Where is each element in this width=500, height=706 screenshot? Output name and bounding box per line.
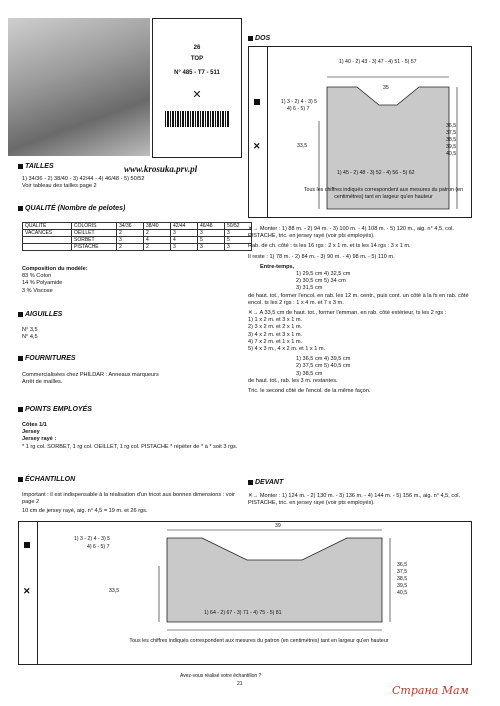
table-cell: 3	[171, 230, 198, 237]
dos-right-height: 37,5	[446, 130, 457, 136]
pattern-number: 26	[193, 45, 201, 51]
stitch-line: * 1 rg col. SORBET, 1 rg col. OEILLET, 1 rg col. PISTACHE * répéter de * à * soit 3 rgs.	[22, 443, 238, 450]
dos-step: Entre-temps,	[260, 263, 295, 270]
table-header-cell: COLORIS	[72, 223, 117, 230]
devant-caption: Tous les chiffres indiqués correspondent aux mesures du patron (en centimètres) tant en largeur qu'en hauteur	[129, 638, 389, 644]
table-cell: 3	[225, 244, 252, 251]
table-cell: 2	[117, 230, 144, 237]
section-devant	[248, 479, 283, 486]
footer-question: Avez-vous réalisé votre échantillon ?	[180, 673, 262, 679]
stitch-line: Côtes 1/1	[22, 422, 47, 428]
composition-line: 83 % Coton	[22, 273, 52, 280]
dos-step: Il reste : 1) 78 m. - 2) 84 m. - 3) 90 m. - 4) 98 m. - 5) 110 m.	[248, 253, 395, 260]
table-cell	[23, 244, 72, 251]
table-cell: 2	[144, 244, 171, 251]
site-logo	[392, 684, 469, 697]
pattern-type: TOP	[190, 56, 204, 62]
table-cell: 2	[144, 230, 171, 237]
devant-left-height: 33,5	[109, 588, 120, 594]
section-qualite-title: QUALITÉ (Nombre de pelotes)	[25, 205, 126, 212]
dos-step: 2) 30,5 cm 5) 34 cm	[296, 278, 346, 285]
supplies-line: Commercialisées chez PHILDAR : Anneaux marqueurs	[22, 372, 159, 378]
table-cell: 5	[225, 237, 252, 244]
stitch-line: Jersey	[22, 429, 40, 436]
dos-step: ✕→ Monter : 1) 88 m. - 2) 94 m. - 3) 100 m. - 4) 108 m. - 5) 120 m., aig. n° 4,5, col. PISTACHE, tric. en jersey rayé (voir pts employés).	[248, 226, 454, 240]
table-cell: 5	[198, 237, 225, 244]
table-cell: 3	[198, 230, 225, 237]
page-number: 21	[237, 681, 243, 687]
row-marker-icon	[24, 542, 30, 548]
devant-right-height: 36,5	[397, 562, 408, 568]
devant-right-height: 40,5	[397, 590, 408, 596]
dos-step: 1) 29,5 cm 4) 32,5 cm	[296, 271, 351, 278]
dos-left-bottom: 4) 6 - 5) 7	[287, 106, 310, 112]
section-tailles	[18, 163, 54, 170]
logo-text: Страна Мам	[392, 684, 469, 697]
table-cell: 3	[225, 230, 252, 237]
dos-right-height: 38,5	[446, 137, 457, 143]
section-aiguilles	[18, 311, 62, 318]
table-header-cell: 42/44	[171, 223, 198, 230]
needle-size: N° 4,5	[22, 334, 38, 341]
table-cell	[23, 237, 72, 244]
supplies-line: Arrêt de mailles.	[22, 379, 63, 386]
needle-size: N° 3,5	[22, 327, 38, 333]
table-header-cell: 46/48	[198, 223, 225, 230]
model-photo	[8, 18, 150, 156]
section-aiguilles-title: AIGUILLES	[25, 311, 63, 318]
section-points	[18, 406, 92, 413]
composition-line: 14 % Polyamide	[22, 280, 63, 287]
gauge-line: Important : il est indispensable à la réalisation d'un tricot aux bonnes dimensions : voir page 2	[22, 492, 235, 506]
devant-step: ✕→ Monter : 1) 124 m. - 2) 130 m. - 3) 136 m. - 4) 144 m. - 5) 156 m., aig. n° 4,5, col. PISTACHE, tric. en jersey rayé (voir pts employés).	[248, 493, 461, 507]
dos-right-height: 39,5	[446, 144, 457, 150]
devant-right-height: 38,5	[397, 576, 408, 582]
section-qualite	[18, 205, 125, 212]
table-row	[23, 230, 252, 237]
devant-diagram-frame	[18, 521, 472, 665]
section-fournitures-title: FOURNITURES	[25, 355, 76, 362]
dos-diagram-frame	[248, 46, 472, 218]
section-devant-title: DEVANT	[255, 479, 284, 486]
dos-step: 1) 36,5 cm 4) 39,5 cm	[296, 356, 351, 363]
cross-icon: ✕	[23, 586, 31, 596]
dos-right-height: 40,5	[446, 151, 457, 157]
devant-width-top: 39	[275, 523, 281, 529]
dos-step: 3) 31,5 cm	[296, 285, 323, 292]
pattern-code: N° 485 - T7 - 511	[174, 70, 220, 76]
table-row	[23, 237, 252, 244]
dos-step: 4) 7 x 2 m. et 1 x 1 m.	[248, 338, 303, 345]
devant-right-height: 39,5	[397, 583, 408, 589]
row-marker-icon	[254, 99, 260, 105]
dos-step: ✕→ A 33,5 cm de haut. tot., former l'emman. en rab. côté extérieur, ts les 2 rgs :	[248, 310, 447, 317]
table-cell: 3	[117, 237, 144, 244]
dos-caption: Tous les chiffres indiqués correspondent aux mesures du patron (en centimètres) tant en largeur qu'en hauteur	[303, 187, 464, 200]
dos-step: 2) 3 x 2 m. et 2 x 1 m.	[248, 324, 303, 331]
section-dos-title: DOS	[255, 35, 271, 42]
table-cell: 4	[171, 237, 198, 244]
table-header-cell: 34/36	[117, 223, 144, 230]
dos-step: 3) 38,5 cm	[296, 370, 323, 377]
barcode	[165, 111, 229, 127]
devant-left-bottom: 4) 6 - 5) 7	[87, 544, 110, 550]
dos-top-measure: 1) 40 - 2) 43 - 3) 47 - 4) 51 - 5) 57	[339, 59, 417, 65]
cross-icon: ✕	[253, 141, 261, 151]
table-header-row	[23, 223, 252, 230]
devant-bottom-measure: 1) 64 - 2) 67 - 3) 71 - 4) 75 - 5) 81	[204, 610, 282, 616]
watermark-url: www.krosuka.prv.pl	[124, 164, 198, 174]
table-header-cell: QUALITÉ	[23, 223, 72, 230]
stitch-line: Jersey rayé :	[22, 436, 57, 443]
dos-step: 2) 37,5 cm 5) 40,5 cm	[296, 363, 351, 370]
section-tailles-title: TAILLES	[25, 163, 54, 170]
dos-step: 1) 1 x 2 m. et 3 x 1 m.	[248, 317, 303, 324]
quality-table	[22, 222, 252, 251]
dos-step: 3) 4 x 2 m. et 3 x 1 m.	[248, 331, 303, 338]
dos-bottom-measure: 1) 45 - 2) 48 - 3) 52 - 4) 56 - 5) 62	[337, 170, 415, 176]
devant-left-top: 1) 3 - 2) 4 - 3) 5	[74, 536, 111, 542]
table-header-cell: 38/40	[144, 223, 171, 230]
dos-left-top: 1) 3 - 2) 4 - 3) 5	[281, 99, 318, 105]
section-points-title: POINTS EMPLOYÉS	[25, 406, 92, 413]
composition-title: Composition du modèle:	[22, 266, 88, 272]
sizes-line: 1) 34/36 - 2) 38/40 - 3) 42/44 - 4) 46/48 - 5) 50/52	[22, 176, 145, 182]
table-row	[23, 244, 252, 251]
devant-right-height: 37,5	[397, 569, 408, 575]
section-dos	[248, 35, 270, 42]
dos-step: 5) 4 x 3 m., 4 x 2 m. et 1 x 1 m.	[248, 346, 326, 353]
pattern-id-box	[152, 18, 242, 158]
dos-step: Tric. le second côté de l'encol. de la même façon.	[248, 388, 371, 395]
table-cell: 4	[144, 237, 171, 244]
table-cell: VACANCES	[23, 230, 72, 237]
section-echantillon-title: ÉCHANTILLON	[25, 476, 76, 483]
dos-width-top: 35	[383, 85, 389, 91]
dos-step: de haut. tot., former l'encol. en rab. les 12 m. centr., puis cont. un côté à la fs en rab. côté encol. ts les 2 rgs : 1 x 4 m. et 7 x 3 m.	[248, 292, 469, 306]
dos-step: de haut. tot., rab. les 3 m. restantes.	[248, 377, 338, 384]
table-cell: SORBET	[72, 237, 117, 244]
table-cell: 2	[117, 244, 144, 251]
table-cell: 3	[171, 244, 198, 251]
table-header-cell: 50/52	[225, 223, 252, 230]
section-fournitures	[18, 355, 76, 362]
section-echantillon	[18, 476, 75, 483]
dos-step: Rab. de ch. côté : ts les 16 rgs : 2 x 1 m. et ts les 14 rgs : 3 x 1 m.	[248, 243, 411, 250]
dos-left-height: 33,5	[297, 143, 308, 149]
gauge-line: 10 cm de jersey rayé, aig. n° 4,5 = 19 m. et 26 rgs.	[22, 508, 148, 515]
scissors-icon: ✕	[192, 89, 202, 101]
dos-right-height: 36,5	[446, 123, 457, 129]
composition-line: 3 % Viscose	[22, 287, 53, 294]
table-cell: 3	[198, 244, 225, 251]
sizes-note: Voir tableau des tailles page 2	[22, 183, 97, 190]
table-cell: PISTACHE	[72, 244, 117, 251]
table-cell: OEILLET	[72, 230, 117, 237]
